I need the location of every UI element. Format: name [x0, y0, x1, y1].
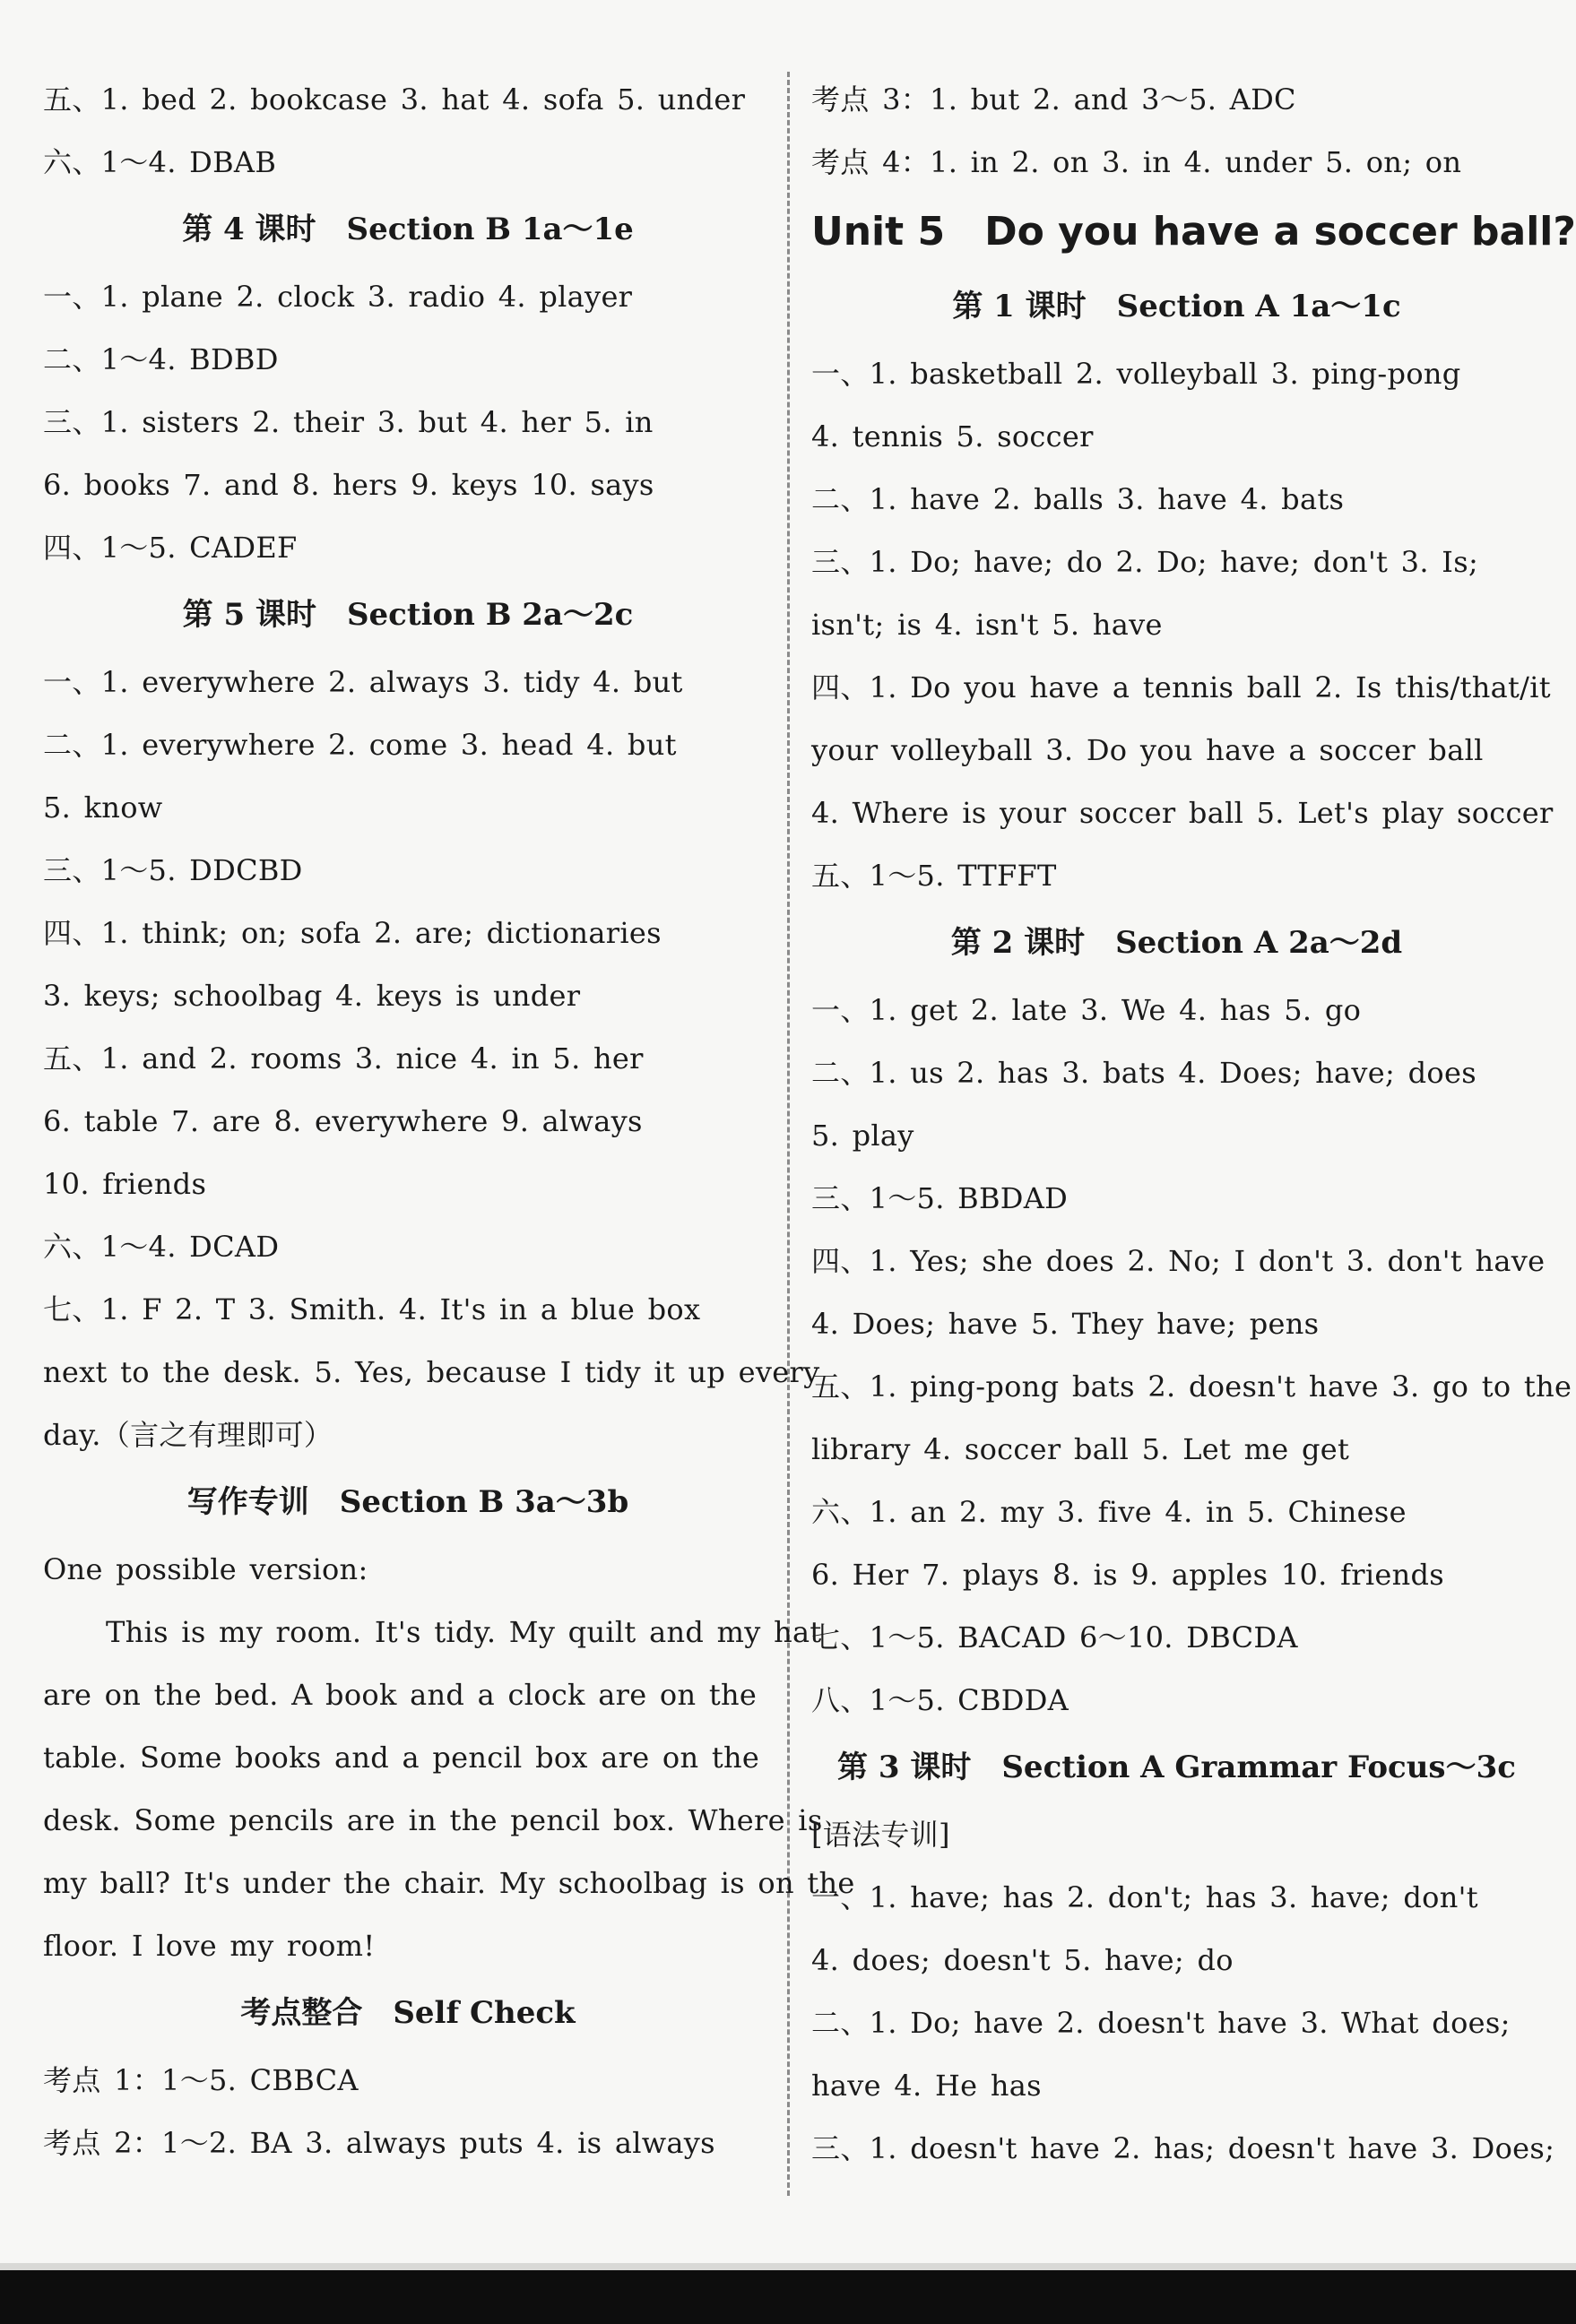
answer-line: 考点 1：1～5. CBBCA	[43, 2063, 359, 2097]
answer-line: 5. play	[811, 1119, 914, 1153]
right-column	[811, 68, 1576, 2180]
answer-line: 4. tennis 5. soccer	[811, 419, 1094, 454]
answer-line: 二、1. Do; have 2. doesn't have 3. What does;	[811, 2006, 1511, 2040]
section-heading: 第 2 课时 Section A 2a～2d	[950, 925, 1403, 961]
answer-line: 三、1. Do; have; do 2. Do; have; don't 3. Is;	[811, 545, 1479, 579]
answer-line: next to the desk. 5. Yes, because I tidy it up every	[43, 1355, 820, 1389]
answer-line: 五、1. bed 2. bookcase 3. hat 4. sofa 5. under	[43, 82, 746, 117]
answer-line: 一、1. basketball 2. volleyball 3. ping-pong	[811, 357, 1461, 391]
left-column	[43, 68, 855, 2174]
answer-line: floor. I love my room!	[43, 1929, 376, 1963]
answer-line: are on the bed. A book and a clock are on the	[43, 1678, 758, 1712]
answer-line: 三、1～5. DDCBD	[43, 853, 303, 887]
section-heading: 第 4 课时 Section B 1a～1e	[182, 212, 634, 247]
answer-line: 六、1. an 2. my 3. five 4. in 5. Chinese	[811, 1495, 1407, 1529]
answer-line: 4. does; doesn't 5. have; do	[811, 1943, 1234, 1977]
answer-line: library 4. soccer ball 5. Let me get	[811, 1432, 1350, 1466]
answer-line: table. Some books and a pencil box are on the	[43, 1741, 760, 1775]
answer-line: 四、1. think; on; sofa 2. are; dictionaries	[43, 916, 662, 950]
answer-line: 五、1. ping-pong bats 2. doesn't have 3. go to the	[811, 1369, 1572, 1404]
answer-line: 6. table 7. are 8. everywhere 9. always	[43, 1104, 643, 1138]
answer-line: 二、1. us 2. has 3. bats 4. Does; have; does	[811, 1056, 1476, 1090]
section-heading: 考点整合 Self Check	[240, 1995, 576, 2031]
answer-line: 一、1. get 2. late 3. We 4. has 5. go	[811, 993, 1362, 1027]
answer-line: 七、1～5. BACAD 6～10. DBCDA	[811, 1620, 1298, 1654]
answer-line: 三、1～5. BBDAD	[811, 1181, 1069, 1215]
answer-line: 六、1～4. DCAD	[43, 1230, 280, 1264]
answer-line: isn't; is 4. isn't 5. have	[811, 608, 1163, 642]
answer-line: 二、1. have 2. balls 3. have 4. bats	[811, 482, 1345, 516]
bottom-strip	[0, 2263, 1576, 2270]
answer-line: 二、1～4. BDBD	[43, 342, 279, 376]
answer-line: 五、1. and 2. rooms 3. nice 4. in 5. her	[43, 1041, 644, 1076]
answer-line: 4. Does; have 5. They have; pens	[811, 1307, 1320, 1341]
bottom-bar	[0, 2270, 1576, 2324]
answer-line: desk. Some pencils are in the pencil box. Where is	[43, 1803, 823, 1837]
answer-line: 六、1～4. DBAB	[43, 145, 277, 179]
answer-line: 考点 4：1. in 2. on 3. in 4. under 5. on; on	[811, 145, 1462, 179]
answer-line: 一、1. have; has 2. don't; has 3. have; don't	[811, 1880, 1478, 1914]
answer-line: 二、1. everywhere 2. come 3. head 4. but	[43, 728, 677, 762]
answer-line: One possible version:	[43, 1552, 368, 1586]
answer-line: 一、1. everywhere 2. always 3. tidy 4. but	[43, 665, 683, 699]
answer-line: 一、1. plane 2. clock 3. radio 4. player	[43, 280, 633, 314]
answer-line: 五、1～5. TTFFT	[811, 859, 1057, 893]
answer-line: 三、1. sisters 2. their 3. but 4. her 5. in	[43, 405, 654, 439]
answer-line: 四、1～5. CADEF	[43, 531, 298, 565]
answer-line: 七、1. F 2. T 3. Smith. 4. It's in a blue box	[43, 1292, 701, 1326]
answer-line: 四、1. Yes; she does 2. No; I don't 3. don't have	[811, 1244, 1546, 1278]
answer-line: 四、1. Do you have a tennis ball 2. Is this/that/it	[811, 670, 1551, 704]
answer-line: day.（言之有理即可）	[43, 1418, 333, 1452]
section-heading: 第 1 课时 Section A 1a～1c	[952, 289, 1401, 324]
answer-line: 考点 2：1～2. BA 3. always puts 4. is always	[43, 2126, 715, 2160]
answer-line: [语法专训]	[811, 1818, 950, 1852]
answer-line: 10. friends	[43, 1167, 207, 1201]
answer-line: 三、1. doesn't have 2. has; doesn't have 3. Does;	[811, 2131, 1555, 2165]
answer-line: 3. keys; schoolbag 4. keys is under	[43, 979, 581, 1013]
answer-line: 6. Her 7. plays 8. is 9. apples 10. friends	[811, 1558, 1445, 1592]
answer-line: 6. books 7. and 8. hers 9. keys 10. says	[43, 468, 654, 502]
answer-line: 八、1～5. CBDDA	[811, 1683, 1069, 1717]
section-heading: 写作专训 Section B 3a～3b	[186, 1484, 629, 1520]
answer-line: your volleyball 3. Do you have a soccer ball	[811, 733, 1484, 767]
answer-line: 考点 3：1. but 2. and 3～5. ADC	[811, 82, 1296, 117]
unit-title: Unit 5 Do you have a soccer ball?	[811, 209, 1576, 255]
answer-line: 4. Where is your soccer ball 5. Let's play soccer	[811, 796, 1554, 830]
answer-line: have 4. He has	[811, 2069, 1042, 2103]
section-heading: 第 3 课时 Section A Grammar Focus～3c	[837, 1749, 1516, 1785]
section-heading: 第 5 课时 Section B 2a～2c	[182, 597, 634, 633]
answer-line: my ball? It's under the chair. My schoolbag is on the	[43, 1866, 855, 1900]
answer-line: 5. know	[43, 791, 163, 825]
answer-line: This is my room. It's tidy. My quilt and my hat	[106, 1615, 822, 1649]
